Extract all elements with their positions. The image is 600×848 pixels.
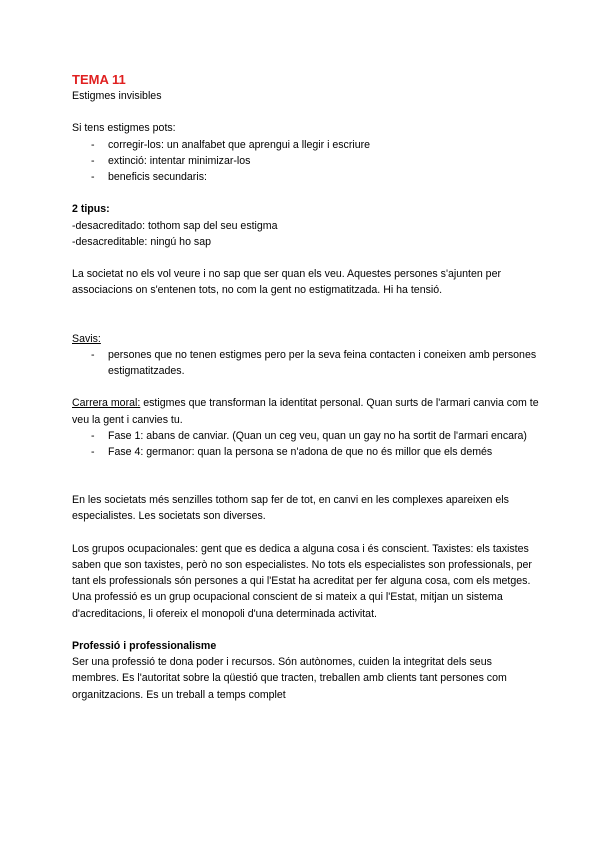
- list-item: - Fase 1: abans de canviar. (Quan un ceg veu, quan un gay no ha sortit de l'armari encara): [72, 428, 540, 444]
- types-heading: 2 tipus:: [72, 203, 110, 216]
- society-paragraph: La societat no els vol veure i no sap que ser quan els veu. Aquestes persones s'ajunten per associacions on s'entenen tots, no com la gent no estigmatitzada. Hi ha tensió.: [72, 268, 501, 297]
- page-title: TEMA 11: [72, 72, 126, 87]
- carrera-text: estigmes que transforman la identitat personal. Quan surts de l'armari canvia com te veu la gent i canvies tu.: [72, 397, 539, 426]
- professio-heading: Professió i professionalisme: [72, 640, 217, 652]
- specialists-paragraph: En les societats més senzilles tothom sap fer de tot, en canvi en les complexes apareixen els especialistes. Les societats son diverses.: [72, 494, 509, 523]
- phases-list: [72, 428, 540, 460]
- carrera-label: Carrera moral:: [72, 397, 141, 410]
- professio-paragraph: Ser una professió te dona poder i recursos. Són autònomes, cuiden la integritat dels seus membres. Es l'autoritat sobre la qüestió que tracten, treballen amb clients tant persones com organitzacions. Es un treball a temps complet: [72, 656, 507, 701]
- list-item: - corregir-los: un analfabet que aprengui a llegir i escriure: [72, 137, 540, 153]
- type-line: -desacreditado: tothom sap del seu estigma: [72, 219, 278, 232]
- carrera-paragraph: [72, 395, 540, 427]
- list-item: - persones que no tenen estigmes pero per la seva feina contacten i coneixen amb persones estigmatitzades.: [72, 347, 540, 379]
- groups-paragraph: Los grupos ocupacionales: gent que es dedica a alguna cosa i és conscient. Taxistes: els taxistes saben que son taxistes, però no son especialistes. No tots els especialistes son professionals, per tant els professionals són persones a qui l'Estat ha acreditat per fer alguna cosa, com els metges. Una professió es un grup ocupacional conscient de si mateix a qui l'Estat, mitjan un sistema d'acreditacions, li ofereix el monopoli d'una determinada activitat.: [72, 542, 532, 620]
- list-item: - beneficis secundaris:: [72, 169, 540, 185]
- savis-label: Savis:: [72, 332, 101, 345]
- list-item: - extinció: intentar minimizar-los: [72, 153, 540, 169]
- intro-text: Si tens estigmes pots:: [72, 122, 176, 135]
- savis-list: [72, 347, 540, 379]
- options-list: [72, 137, 540, 186]
- type-line: -desacreditable: ningú ho sap: [72, 235, 211, 248]
- subtitle: Estigmes invisibles: [72, 90, 162, 102]
- list-item: - Fase 4: germanor: quan la persona se n'adona de que no és millor que els demés: [72, 444, 540, 460]
